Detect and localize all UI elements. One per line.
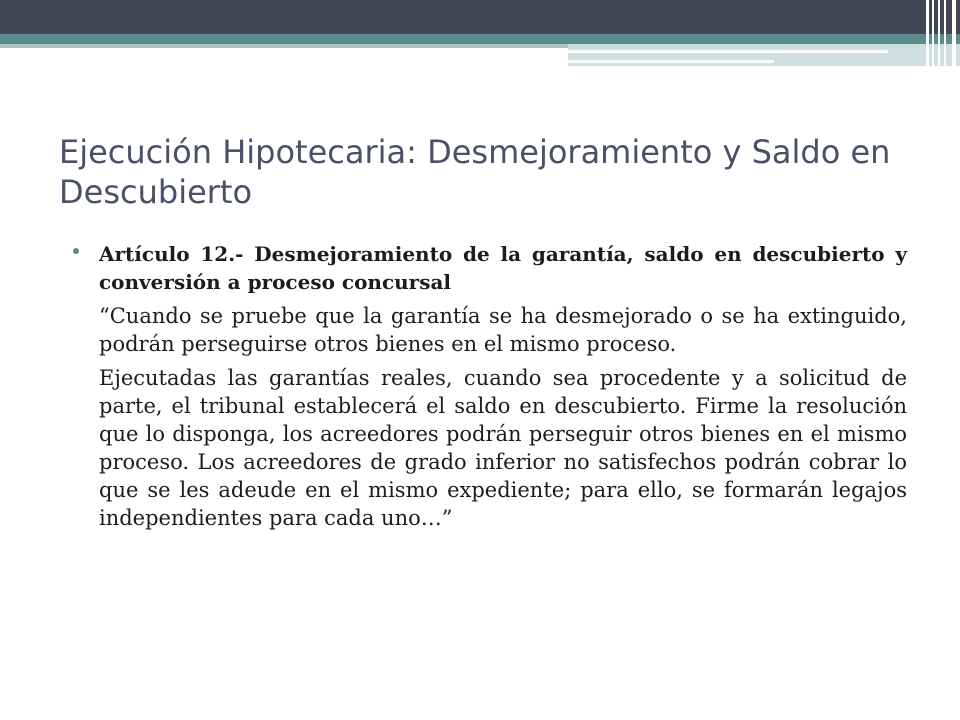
decorative-stripe: [944, 0, 946, 66]
quote-paragraph: Ejecutadas las garantías reales, cuando sea procedente y a solicitud de parte, el tribunal establecerá el saldo en descubierto. Firme la resolución que lo disponga, los acreedores podrán perseguir otros bienes en el mismo proceso. Los acreedores de grado inferior no satisfechos podrán cobrar lo que se les adeude en el mismo expediente; para ello, se formarán legajos independientes para cada uno…”: [99, 366, 907, 530]
bullet-dot-icon: [73, 248, 79, 254]
bullet-item: [71, 240, 907, 296]
decorative-stripe: [938, 0, 940, 66]
decorative-stripe: [952, 0, 956, 66]
decorative-stripe: [926, 0, 929, 66]
article-heading: Artículo 12.- Desmejoramiento de la garantía, saldo en descubierto y conversión a proceso concursal: [99, 242, 907, 294]
accent-band: [0, 34, 960, 44]
decorative-line: [568, 60, 774, 63]
slide-body: [71, 240, 907, 532]
header-band: [0, 0, 960, 34]
quote-paragraph: “Cuando se pruebe que la garantía se ha desmejorado o se ha extinguido, podrán perseguirse otros bienes en el mismo proceso.: [99, 304, 907, 356]
decorative-line: [568, 50, 888, 53]
slide-title: Ejecución Hipotecaria: Desmejoramiento y Saldo en Descubierto: [59, 133, 891, 211]
decorative-stripe: [932, 0, 934, 66]
